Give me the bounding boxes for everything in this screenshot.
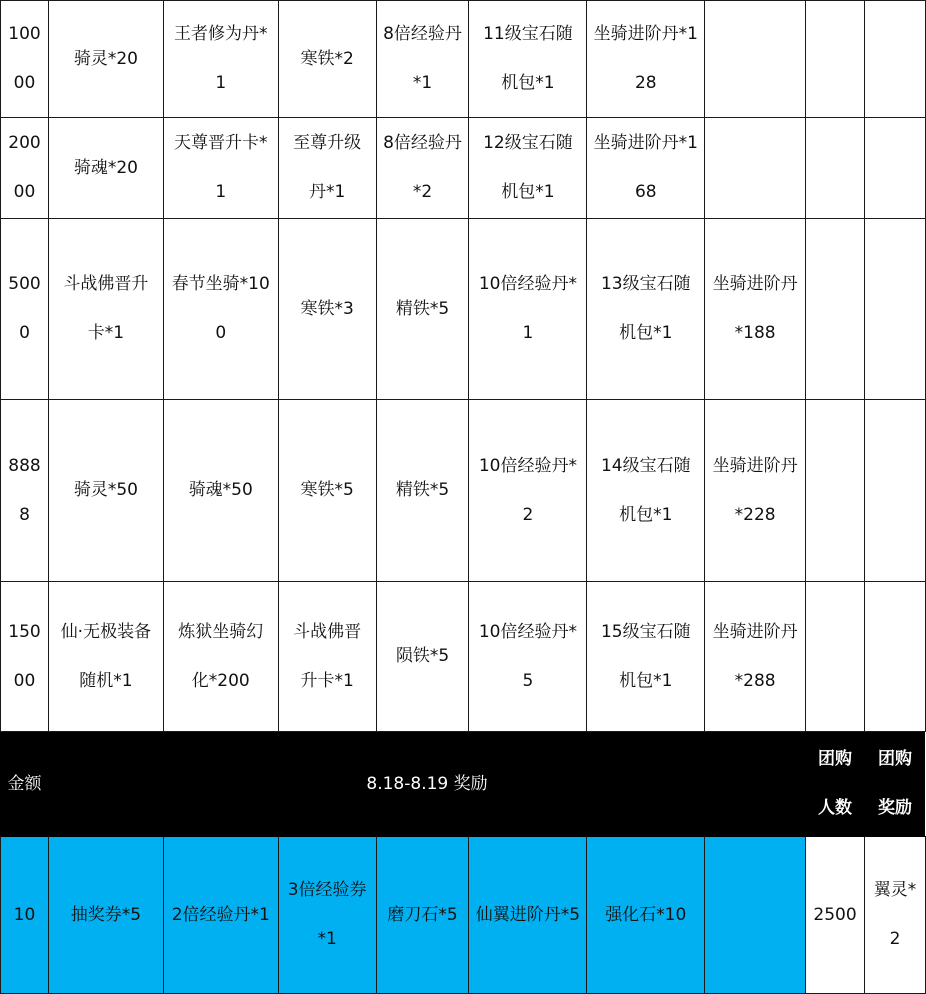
table-row (1, 118, 926, 219)
table-row (1, 1, 926, 118)
reward-cell: 仙·无极装备随机*1 (48, 582, 163, 732)
reward-cell: 强化石*10 (587, 837, 705, 994)
empty-cell (806, 219, 865, 400)
reward-cell: 12级宝石随机包*1 (469, 118, 587, 219)
reward-cell: 寒铁*5 (278, 400, 376, 582)
empty-cell (806, 582, 865, 732)
reward-cell (705, 1, 806, 118)
empty-cell (865, 219, 926, 400)
reward-cell: 10倍经验丹*5 (469, 582, 587, 732)
reward-cell: 11级宝石随机包*1 (469, 1, 587, 118)
reward-cell: 斗战佛晋升卡*1 (278, 582, 376, 732)
reward-cell: 10倍经验丹*1 (469, 219, 587, 400)
header-row (1, 732, 926, 837)
amount-cell: 20000 (1, 118, 49, 219)
group-reward-header: 团购奖励 (865, 732, 926, 837)
reward-cell: 寒铁*2 (278, 1, 376, 118)
reward-cell: 精铁*5 (376, 219, 469, 400)
reward-cell: 寒铁*3 (278, 219, 376, 400)
reward-cell: 坐骑进阶丹*128 (587, 1, 705, 118)
reward-cell: 王者修为丹*1 (163, 1, 278, 118)
empty-cell (865, 582, 926, 732)
reward-cell: 14级宝石随机包*1 (587, 400, 705, 582)
reward-cell (705, 837, 806, 994)
amount-cell: 10000 (1, 1, 49, 118)
amount-cell: 15000 (1, 582, 49, 732)
reward-cell: 至尊升级丹*1 (278, 118, 376, 219)
empty-cell (806, 400, 865, 582)
amount-header: 金额 (1, 732, 49, 837)
reward-cell: 精铁*5 (376, 400, 469, 582)
group-count-header: 团购人数 (806, 732, 865, 837)
reward-cell: 仙翼进阶丹*5 (469, 837, 587, 994)
reward-cell: 骑魂*20 (48, 118, 163, 219)
reward-cell: 骑灵*50 (48, 400, 163, 582)
amount-cell: 10 (1, 837, 49, 994)
reward-cell: 磨刀石*5 (376, 837, 469, 994)
reward-cell: 13级宝石随机包*1 (587, 219, 705, 400)
reward-cell: 15级宝石随机包*1 (587, 582, 705, 732)
reward-cell: 坐骑进阶丹*228 (705, 400, 806, 582)
empty-cell (865, 118, 926, 219)
reward-cell: 炼狱坐骑幻化*200 (163, 582, 278, 732)
table-row (1, 582, 926, 732)
empty-cell (806, 118, 865, 219)
empty-cell (865, 1, 926, 118)
reward-cell: 骑灵*20 (48, 1, 163, 118)
empty-cell (806, 1, 865, 118)
group-count-cell: 2500 (806, 837, 865, 994)
amount-cell: 5000 (1, 219, 49, 400)
table-row (1, 400, 926, 582)
reward-cell: 3倍经验券*1 (278, 837, 376, 994)
reward-cell: 坐骑进阶丹*168 (587, 118, 705, 219)
reward-cell: 坐骑进阶丹*288 (705, 582, 806, 732)
table-row (1, 219, 926, 400)
reward-cell: 天尊晋升卡*1 (163, 118, 278, 219)
reward-cell: 8倍经验丹*1 (376, 1, 469, 118)
reward-cell: 陨铁*5 (376, 582, 469, 732)
reward-cell: 10倍经验丹*2 (469, 400, 587, 582)
reward-cell (705, 118, 806, 219)
reward-cell: 春节坐骑*100 (163, 219, 278, 400)
amount-cell: 8888 (1, 400, 49, 582)
reward-cell: 8倍经验丹*2 (376, 118, 469, 219)
reward-period-title: 8.18-8.19 奖励 (48, 732, 805, 837)
table-row (1, 837, 926, 994)
reward-cell: 骑魂*50 (163, 400, 278, 582)
group-reward-cell: 翼灵*2 (865, 837, 926, 994)
empty-cell (865, 400, 926, 582)
reward-cell: 坐骑进阶丹*188 (705, 219, 806, 400)
reward-cell: 抽奖券*5 (48, 837, 163, 994)
reward-cell: 斗战佛晋升卡*1 (48, 219, 163, 400)
reward-cell: 2倍经验丹*1 (163, 837, 278, 994)
